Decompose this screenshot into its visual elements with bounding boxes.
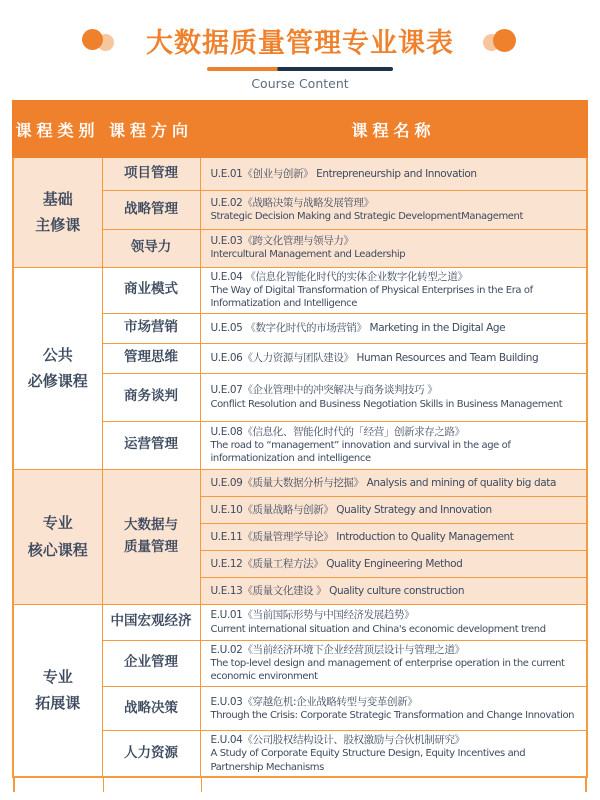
category-line: 专业 [42,668,73,687]
page-title: 大数据质量管理专业课表 [146,27,454,59]
direction-cell: 战略管理 [102,190,200,229]
course-title-zh: U.E.13《质量文化建设 》 Quality culture construction [210,584,465,597]
direction-line: 大数据与 [124,517,178,534]
category-cell-core [13,469,102,604]
course-name-cell [200,373,587,421]
course-name-cell [200,550,587,577]
category-line: 专业 [42,514,73,533]
title-underline [207,67,393,71]
course-title-zh: E.U.04《公司股权结构设计、股权激励与合伙机制研究》 [210,733,465,746]
course-title-zh: U.E.10《质量战略与创新》 Quality Strategy and Innovation [210,503,492,516]
course-title-zh: E.U.02《当前经济环境下企业经营顶层设计与管理之道》 [210,643,465,656]
course-title-zh: U.E.09《质量大数据分析与挖掘》 Analysis and mining of quality big data [210,476,557,489]
category-line: 核心课程 [27,540,88,559]
category-cell-public [13,267,102,469]
course-title-zh: U.E.03《跨文化管理与领导力》 [210,235,354,248]
course-name-cell [200,496,587,523]
course-title-zh: U.E.02《战略决策与战略发展管理》 [210,196,374,209]
course-schedule-page [0,20,600,792]
course-title-zh: E.U.01《当前国际形势与中国经济发展趋势》 [210,609,415,622]
course-title-en: A Study of Corporate Equity Structure Design, Equity Incentives and Partnership Mechanisms [210,748,526,773]
course-table [12,100,588,778]
category-line: 主修课 [35,216,81,235]
direction-cell: 企业管理 [102,640,200,686]
category-cell-expansion [13,604,102,777]
table-continuation-stub [13,778,587,792]
course-name-cell [200,604,587,640]
course-title-en: Through the Crisis: Corporate Strategic Transformation and Change Innovation [210,709,575,721]
table-row [13,469,587,496]
category-line: 基础 [42,190,73,208]
table-row [13,157,587,190]
course-title-en: Intercultural Management and Leadership [210,249,406,261]
course-title-zh: U.E.07《企业管理中的冲突解决与商务谈判技巧 》 [210,384,438,397]
category-line: 拓展课 [35,694,81,713]
direction-cell: 运营管理 [102,421,200,469]
category-line: 公共 [42,345,73,364]
col-header-name: 课程名称 [200,101,587,157]
course-name-cell [200,686,587,730]
course-title-en: The Way of Digital Transformation of Physical Enterprises in the Era of Informatization and Intelligence [210,284,533,310]
decor-dots-left-icon [80,26,122,54]
direction-cell: 中国宏观经济 [102,604,200,640]
course-title-zh: U.E.06《人力资源与团队建设》 Human Resources and Team Building [210,352,539,365]
course-name-cell [200,640,587,686]
col-header-category: 课程类别 [13,101,102,157]
course-name-cell [200,313,587,343]
course-name-cell [200,421,587,469]
course-title-zh: U.E.05 《数字化时代的市场营销》 Marketing in the Digital Age [210,322,506,335]
category-cell-basic [13,157,102,267]
course-name-cell [200,469,587,496]
course-name-cell [200,229,587,267]
course-name-cell [200,577,587,604]
page-header [0,20,600,60]
direction-cell: 管理思维 [102,343,200,373]
course-title-en: The road to “management” innovation and survival in the age of informationization and intelligence [210,439,511,465]
category-line: 必修课程 [27,372,88,391]
course-name-cell [200,730,587,777]
direction-cell: 人力资源 [102,730,200,777]
table-row [13,267,587,313]
direction-cell [102,469,200,604]
course-title-zh: E.U.03《穿越危机:企业战略转型与变革创新》 [210,695,418,708]
course-title-zh: U.E.08《信息化、智能化时代的「经营」创新求存之路》 [210,425,465,438]
direction-cell: 商务谈判 [102,373,200,421]
course-title-en: Conflict Resolution and Business Negotiation Skills in Business Management [210,398,563,410]
direction-line: 质量管理 [124,538,178,555]
course-title-zh: U.E.01《创业与创新》 Entrepreneurship and Innovation [210,167,477,180]
col-header-direction: 课程方向 [102,101,200,157]
course-title-en: Strategic Decision Making and Strategic DevelopmentManagement [210,210,523,222]
orange-dot-icon [493,29,516,52]
course-name-cell [200,523,587,550]
course-name-cell [200,190,587,229]
direction-cell: 战略决策 [102,686,200,730]
course-title-zh: U.E.11《质量管理学导论》 Introduction to Quality Management [210,530,514,543]
direction-cell: 项目管理 [102,157,200,190]
course-title-zh: U.E.12《质量工程方法》 Quality Engineering Method [210,557,463,570]
course-title-zh: U.E.04 《信息化智能化时代的实体企业数字化转型之道》 [210,270,468,283]
subtitle: Course Content [251,76,349,91]
direction-cell: 领导力 [102,229,200,267]
course-name-cell [200,343,587,373]
table-row [13,604,587,640]
course-title-en: The top-level design and management of enterprise operation in the current economic environment [210,657,565,683]
direction-cell: 市场营销 [102,313,200,343]
course-title-en: Current international situation and China's economic development trend [210,623,546,635]
direction-cell: 商业模式 [102,267,200,313]
decor-dots-right-icon [478,26,520,54]
course-name-cell [200,267,587,313]
table-header-row [13,101,587,157]
orange-dot-icon [82,29,103,50]
course-name-cell [200,157,587,190]
